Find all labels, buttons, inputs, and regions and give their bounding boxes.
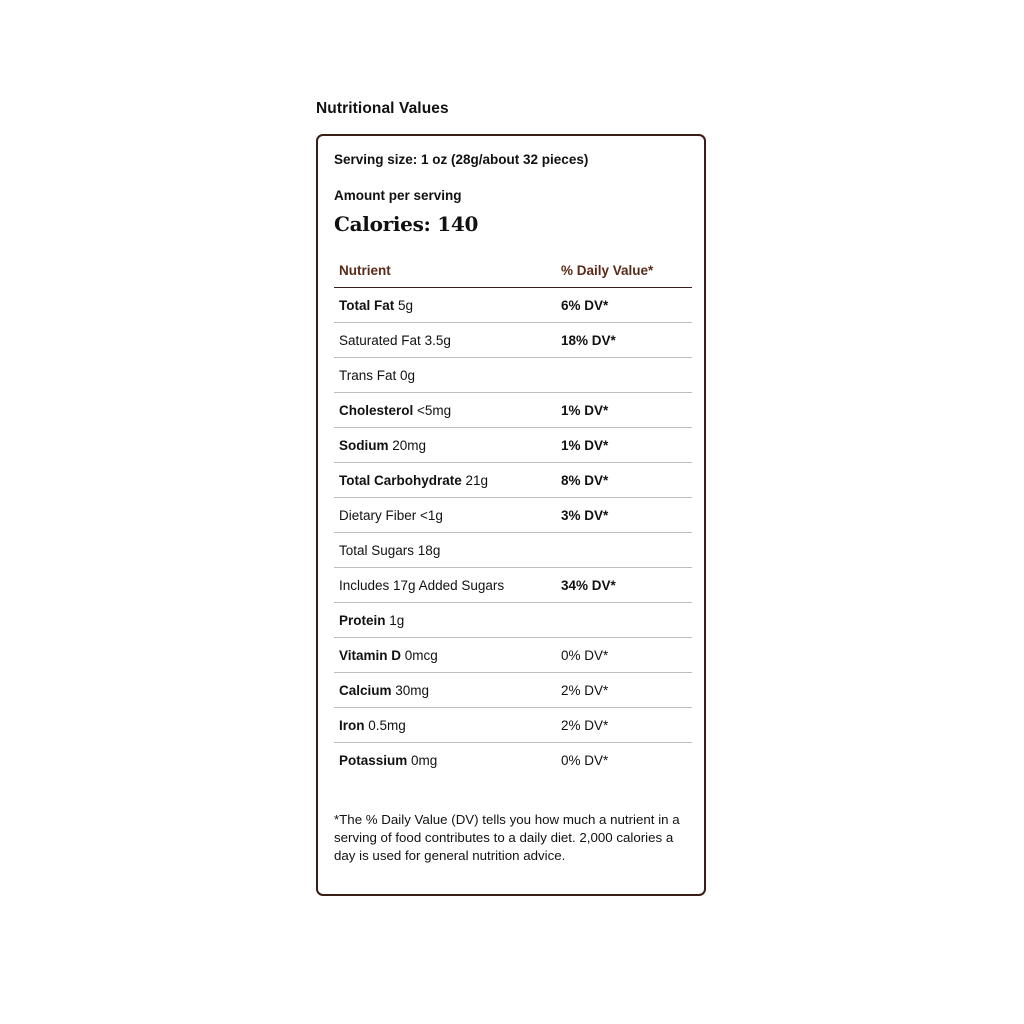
nutrient-name: Protein bbox=[339, 613, 386, 628]
nutrient-cell bbox=[339, 333, 451, 348]
nutrient-cell bbox=[339, 648, 438, 663]
nutrient-amount: 30mg bbox=[391, 683, 430, 698]
nutrient-cell bbox=[339, 613, 404, 628]
table-row bbox=[334, 358, 692, 393]
nutrient-cell bbox=[339, 368, 415, 383]
nutrient-cell bbox=[339, 543, 440, 558]
nutrient-cell bbox=[339, 298, 413, 313]
daily-value-cell: 8% DV* bbox=[561, 473, 609, 488]
nutrient-name: Calcium bbox=[339, 683, 392, 698]
nutrient-amount: <1g bbox=[416, 508, 443, 523]
nutrient-cell bbox=[339, 753, 437, 768]
daily-value-cell: 34% DV* bbox=[561, 578, 616, 593]
table-body bbox=[334, 288, 692, 778]
table-row bbox=[334, 288, 692, 323]
nutrient-name: Vitamin D bbox=[339, 648, 402, 663]
nutrient-cell bbox=[339, 683, 429, 698]
table-row bbox=[334, 743, 692, 778]
daily-value-cell: 18% DV* bbox=[561, 333, 616, 348]
nutrient-name: Iron bbox=[339, 718, 365, 733]
nutrient-name: Saturated Fat bbox=[339, 333, 421, 348]
nutrient-table bbox=[334, 254, 692, 778]
table-row bbox=[334, 428, 692, 463]
nutrient-name: Potassium bbox=[339, 753, 408, 768]
nutrient-name: Sodium bbox=[339, 438, 389, 453]
table-row bbox=[334, 673, 692, 708]
nutrient-amount: 0g bbox=[396, 368, 416, 383]
nutrient-amount: <5mg bbox=[413, 403, 452, 418]
nutrient-cell bbox=[339, 508, 443, 523]
serving-size: Serving size: 1 oz (28g/about 32 pieces) bbox=[334, 152, 589, 167]
nutrient-name: Includes 17g Added Sugars bbox=[339, 578, 505, 593]
nutrient-cell bbox=[339, 438, 426, 453]
daily-value-cell: 6% DV* bbox=[561, 298, 609, 313]
nutrient-amount: 18g bbox=[414, 543, 441, 558]
section-title: Nutritional Values bbox=[316, 100, 449, 117]
nutrient-cell bbox=[339, 403, 451, 418]
nutrient-amount: 1g bbox=[385, 613, 405, 628]
daily-value-cell: 2% DV* bbox=[561, 718, 609, 733]
table-header bbox=[334, 254, 692, 288]
nutrient-name: Cholesterol bbox=[339, 403, 414, 418]
nutrient-cell bbox=[339, 718, 406, 733]
daily-value-cell: 1% DV* bbox=[561, 403, 609, 418]
calories: Calories: 140 bbox=[334, 212, 479, 236]
nutrition-facts-panel bbox=[316, 134, 706, 896]
daily-value-cell: 3% DV* bbox=[561, 508, 609, 523]
table-row bbox=[334, 498, 692, 533]
table-row bbox=[334, 708, 692, 743]
table-row bbox=[334, 568, 692, 603]
nutrient-cell bbox=[339, 473, 488, 488]
table-row bbox=[334, 603, 692, 638]
nutrient-name: Total Sugars bbox=[339, 543, 415, 558]
nutrient-amount: 3.5g bbox=[420, 333, 451, 348]
nutrient-amount: 21g bbox=[461, 473, 489, 488]
amount-per-serving: Amount per serving bbox=[334, 188, 462, 203]
nutrient-cell bbox=[339, 578, 504, 593]
header-daily-value: % Daily Value* bbox=[561, 263, 654, 278]
nutrient-amount: 0.5mg bbox=[364, 718, 406, 733]
nutrient-name: Trans Fat bbox=[339, 368, 397, 383]
table-row bbox=[334, 533, 692, 568]
daily-value-cell: 0% DV* bbox=[561, 648, 609, 663]
daily-value-cell: 1% DV* bbox=[561, 438, 609, 453]
table-row bbox=[334, 638, 692, 673]
nutrient-name: Dietary Fiber bbox=[339, 508, 417, 523]
nutrient-name: Total Carbohydrate bbox=[339, 473, 462, 488]
daily-value-cell: 2% DV* bbox=[561, 683, 609, 698]
table-row bbox=[334, 323, 692, 358]
nutrient-amount: 20mg bbox=[388, 438, 427, 453]
table-row bbox=[334, 463, 692, 498]
daily-value-cell: 0% DV* bbox=[561, 753, 609, 768]
nutrient-amount: 0mcg bbox=[401, 648, 438, 663]
nutrient-amount: 0mg bbox=[407, 753, 438, 768]
table-row bbox=[334, 393, 692, 428]
footnote: *The % Daily Value (DV) tells you how much a nutrient in a serving of food contributes to a daily diet. 2,000 calories a day is used for general nutrition advice. bbox=[334, 812, 680, 863]
header-nutrient: Nutrient bbox=[339, 263, 391, 278]
nutrient-name: Total Fat bbox=[339, 298, 395, 313]
nutrient-amount: 5g bbox=[394, 298, 414, 313]
